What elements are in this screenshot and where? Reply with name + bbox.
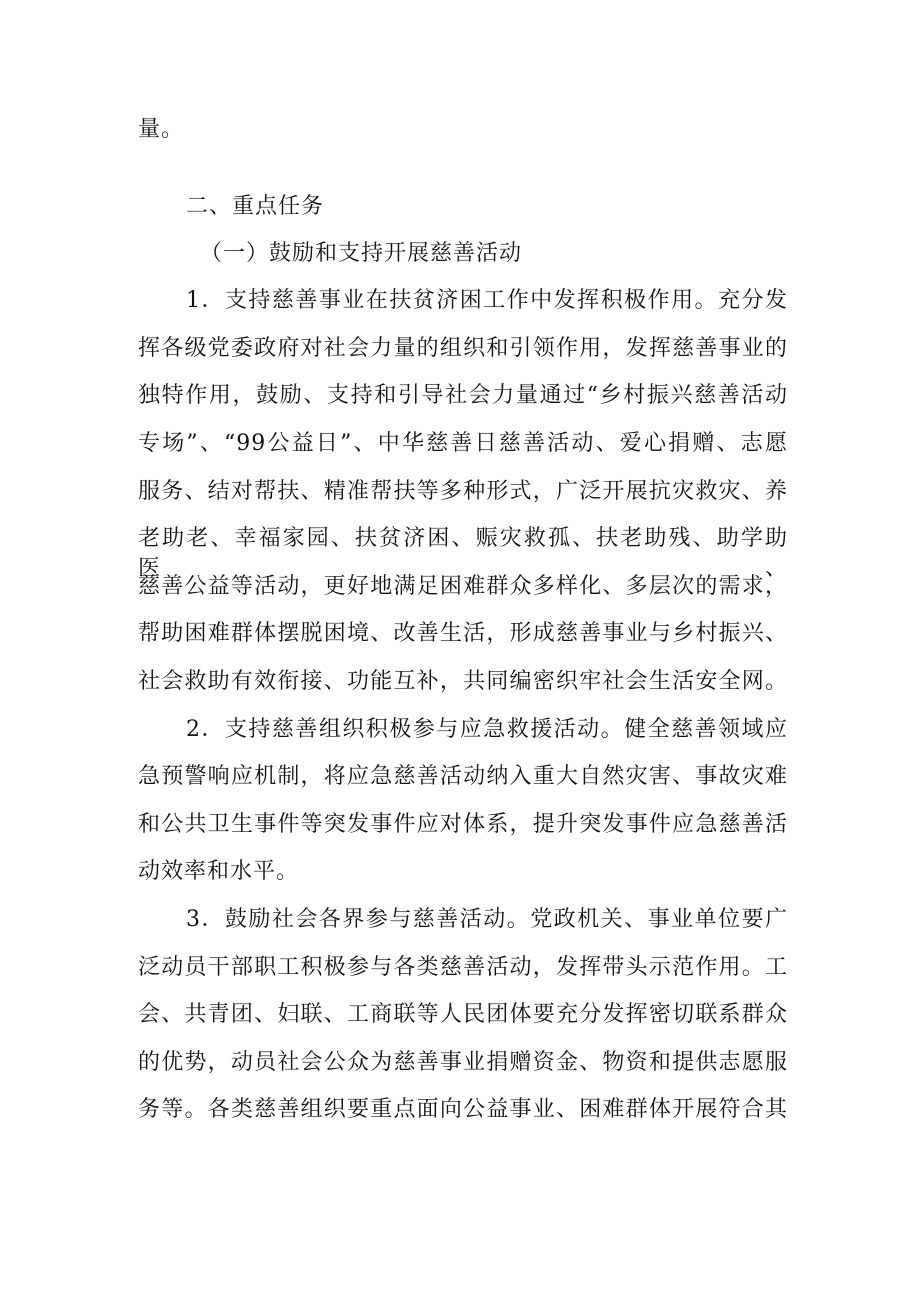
paragraph-1-line-7: 慈善公益等活动，更好地满足困难群众多样化、多层次的需求， [138,574,788,599]
paragraph-3-line-5: 务等。各类慈善组织要重点面向公益事业、困难群体开展符合其 [138,1097,788,1122]
section-heading: 二、重点任务 [186,194,325,219]
paragraph-1-line-9: 社会救助有效衔接、功能互补，共同编密织牢社会生活安全网。 [138,669,788,694]
paragraph-1-line-3: 独特作用，鼓励、支持和引导社会力量通过“乡村振兴慈善活动 [138,383,788,408]
paragraph-2-line-3: 和公共卫生事件等突发事件应对体系，提升突发事件应急慈善活 [138,812,788,837]
paragraph-3-line-4: 的优势，动员社会公众为慈善事业捐赠资金、物资和提供志愿服 [138,1050,788,1075]
paragraph-2-line-1: 2．支持慈善组织积极参与应急救援活动。健全慈善领域应 [186,717,788,742]
paragraph-1-line-2: 挥各级党委政府对社会力量的组织和引领作用，发挥慈善事业的 [138,336,788,361]
paragraph-2-line-4: 动效率和水平。 [138,859,300,884]
paragraph-1-line-8: 帮助困难群体摆脱困境、改善生活，形成慈善事业与乡村振兴、 [138,621,788,646]
subsection-heading: （一）鼓励和支持开展慈善活动 [200,241,523,266]
paragraph-1-line-1: 1．支持慈善事业在扶贫济困工作中发挥积极作用。充分发 [186,288,788,313]
paragraph-3-line-1: 3．鼓励社会各界参与慈善活动。党政机关、事业单位要广 [186,907,788,932]
paragraph-3-line-2: 泛动员干部职工积极参与各类慈善活动，发挥带头示范作用。工 [138,955,788,980]
paragraph-1-line-5: 服务、结对帮扶、精准帮扶等多种形式，广泛开展抗灾救灾、养 [138,479,788,504]
text-line-1: 量。 [138,117,185,142]
paragraph-3-line-3: 会、共青团、妇联、工商联等人民团体要充分发挥密切联系群众 [138,1002,788,1027]
paragraph-2-line-2: 急预警响应机制，将应急慈善活动纳入重大自然灾害、事故灾难 [138,764,788,789]
paragraph-1-line-4: 专场”、“99公益日”、中华慈善日慈善活动、爱心捐赠、志愿 [138,431,788,456]
paragraph-1-line-6: 老助老、幸福家园、扶贫济困、赈灾救孤、扶老助残、助学助医、 [138,526,788,581]
